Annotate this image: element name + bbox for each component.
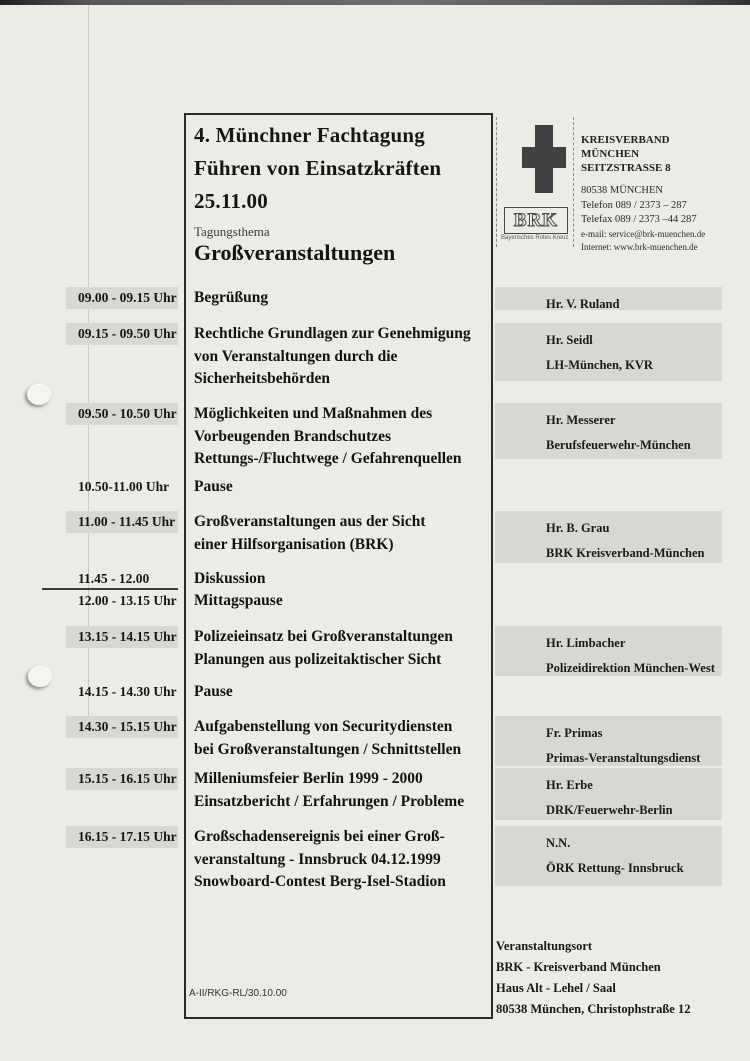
org-website: Internet: www.brk-muenchen.de bbox=[581, 241, 698, 252]
time-cell: 09.15 - 09.50 Uhr bbox=[66, 323, 178, 345]
red-cross-icon bbox=[522, 125, 566, 193]
topic-cell: Großschadensereignis bei einer Groß- veranstaltung - Innsbruck 04.12.1999 Snowboard-Contest Berg-Isel-Stadion bbox=[194, 828, 446, 890]
title-date: 25.11.00 bbox=[194, 189, 268, 213]
brk-logo bbox=[496, 117, 574, 247]
topic-cell: Pause bbox=[194, 683, 233, 700]
speaker-cell: N.N. ÖRK Rettung- Innsbruck bbox=[495, 826, 722, 886]
title-line-2: Führen von Einsatzkräften bbox=[194, 156, 442, 180]
venue-line: BRK - Kreisverband München bbox=[496, 960, 661, 974]
org-name-line: SEITZSTRASSE 8 bbox=[581, 162, 671, 174]
org-addr-line: 80538 MÜNCHEN bbox=[581, 185, 663, 196]
brk-caption: Bayerisches Rotes Kreuz bbox=[501, 235, 569, 241]
speaker-cell: Fr. Primas Primas-Veranstaltungsdienst bbox=[495, 716, 722, 766]
org-phone: Telefon 089 / 2373 – 287 bbox=[581, 199, 687, 211]
topic-cell: Aufgabenstellung von Securitydiensten bei Großveranstaltungen / Schnittstellen bbox=[194, 718, 462, 758]
speaker-cell: Hr. B. Grau BRK Kreisverband-München bbox=[495, 511, 722, 563]
topic-cell: Rechtliche Grundlagen zur Genehmigung von Veranstaltungen durch die Sicherheitsbehörden bbox=[194, 325, 471, 387]
brk-acronym-box bbox=[504, 207, 568, 234]
brk-acronym: BRK bbox=[513, 210, 559, 231]
document-title bbox=[194, 119, 484, 218]
speaker-cell: Hr. Messerer Berufsfeuerwehr-München bbox=[495, 403, 722, 459]
speaker-cell: Hr. Seidl LH-München, KVR bbox=[495, 323, 722, 381]
venue-line: Haus Alt - Lehel / Saal bbox=[496, 981, 616, 995]
organization-address bbox=[581, 133, 746, 254]
org-email: e-mail: service@brk-muenchen.de bbox=[581, 228, 706, 239]
punch-hole bbox=[27, 384, 51, 405]
org-fax: Telefax 089 / 2373 –44 287 bbox=[581, 214, 697, 225]
time-cell: 09.00 - 09.15 Uhr bbox=[66, 287, 178, 309]
time-cell: 15.15 - 16.15 Uhr bbox=[66, 768, 178, 790]
topic-cell: Pause bbox=[194, 478, 233, 495]
topic-cell: Möglichkeiten und Maßnahmen des Vorbeugenden Brandschutzes Rettungs-/Fluchtwege / Gefahrenquellen bbox=[194, 405, 462, 467]
theme-title: Großveranstaltungen bbox=[194, 240, 396, 265]
org-name-line: MÜNCHEN bbox=[581, 148, 640, 160]
title-line-1: 4. Münchner Fachtagung bbox=[194, 123, 425, 147]
venue-label: Veranstaltungsort bbox=[496, 939, 593, 953]
time-cell: 11.00 - 11.45 Uhr bbox=[66, 511, 178, 533]
time-cell: 16.15 - 17.15 Uhr bbox=[66, 826, 178, 848]
topic-cell: Polizeieinsatz bei Großveranstaltungen Planungen aus polizeitaktischer Sicht bbox=[194, 628, 453, 668]
topic-cell: Begrüßung bbox=[194, 289, 269, 306]
theme-label: Tagungsthema bbox=[194, 224, 270, 239]
topic-cell: Diskussion bbox=[194, 570, 266, 587]
time-cell: 11.45 - 12.00 bbox=[78, 571, 150, 586]
speaker-cell: Hr. Limbacher Polizeidirektion München-West bbox=[495, 626, 722, 676]
time-cell: 13.15 - 14.15 Uhr bbox=[66, 626, 178, 648]
topic-cell: Mittagspause bbox=[194, 592, 283, 609]
venue-line: 80538 München, Christophstraße 12 bbox=[496, 1002, 691, 1016]
time-cell: 10.50-11.00 Uhr bbox=[78, 479, 170, 494]
punch-hole bbox=[28, 666, 52, 687]
document-reference: A-II/RKG-RL/30.10.00 bbox=[189, 988, 287, 999]
topic-cell: Milleniumsfeier Berlin 1999 - 2000 Einsatzbericht / Erfahrungen / Probleme bbox=[194, 770, 465, 810]
time-cell: 12.00 - 13.15 Uhr bbox=[78, 593, 177, 608]
venue-address bbox=[496, 936, 746, 1020]
time-cell: 09.50 - 10.50 Uhr bbox=[66, 403, 178, 425]
scan-edge-shadow bbox=[0, 0, 750, 5]
org-name-line: KREISVERBAND bbox=[581, 134, 670, 146]
time-cell: 14.15 - 14.30 Uhr bbox=[78, 684, 177, 699]
speaker-cell: Hr. Erbe DRK/Feuerwehr-Berlin bbox=[495, 768, 722, 820]
speaker-cell: Hr. V. Ruland bbox=[495, 287, 722, 310]
time-cell: 14.30 - 15.15 Uhr bbox=[66, 716, 178, 738]
topic-cell: Großveranstaltungen aus der Sicht einer Hilfsorganisation (BRK) bbox=[194, 513, 426, 553]
